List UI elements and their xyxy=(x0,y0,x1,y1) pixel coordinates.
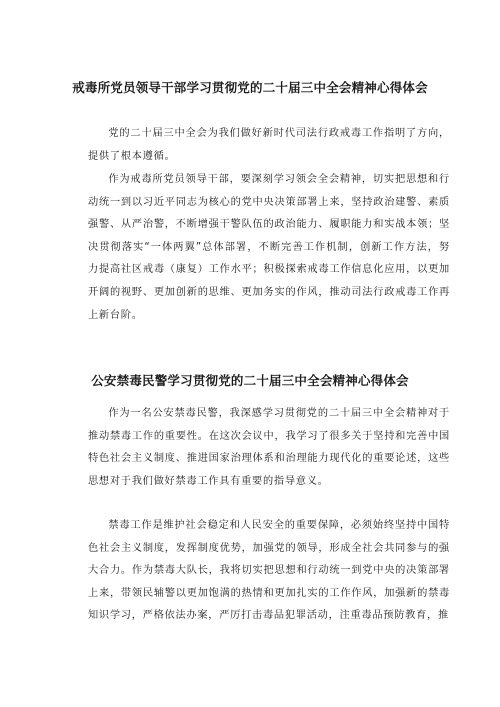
section-title: 公安禁毒民警学习贯彻党的二十届三中全会精神心得体会 xyxy=(91,373,409,388)
body-paragraph: 党的二十届三中全会为我们做好新时代司法行政戒毒工作指明了方向，提供了根本遵循。 xyxy=(88,128,450,162)
body-paragraph: 禁毒工作是维护社会稳定和人民安全的重要保障，必须始终坚持中国特色社会主义制度，发挥制度优势，加强党的领导，形成全社会共同参与的强大合力。作为禁毒大队长，我将切实把思想和行动统一到党中央的决策部署上来，带领民辅警以更加饱满的热情和更加扎实的工作作风，加强新的禁毒知识学习，严格依法办案，严厉打击毒品犯罪活动，注重毒品预防教育，推 xyxy=(88,520,450,622)
body-paragraph: 作为戒毒所党员领导干部，要深刻学习领会全会精神，切实把思想和行动统一到以习近平同志为核心的党中央决策部署上来，坚持政治建警、素质强警、从严治警，不断增强干警队伍的政治能力、履职能力和实战本领；坚决贯彻落实“一体两翼”总体部署，不断完善工作机制，创新工作方法，努力提高社区戒毒（康复）工作水平；积极探索戒毒工作信息化应用，以更加开阔的视野、更加创新的思维、更加务实的作风，推动司法行政戒毒工作再上新台阶。 xyxy=(88,174,450,321)
body-paragraph: 作为一名公安禁毒民警，我深感学习贯彻党的二十届三中全会精神对于推动禁毒工作的重要性。在这次会议中，我学习了很多关于坚持和完善中国特色社会主义制度、推进国家治理体系和治理能力现代化的重要论述，这些思想对于我们做好禁毒工作具有重要的指导意义。 xyxy=(88,408,450,487)
section-title: 戒毒所党员领导干部学习贯彻党的二十届三中全会精神心得体会 xyxy=(72,80,428,95)
